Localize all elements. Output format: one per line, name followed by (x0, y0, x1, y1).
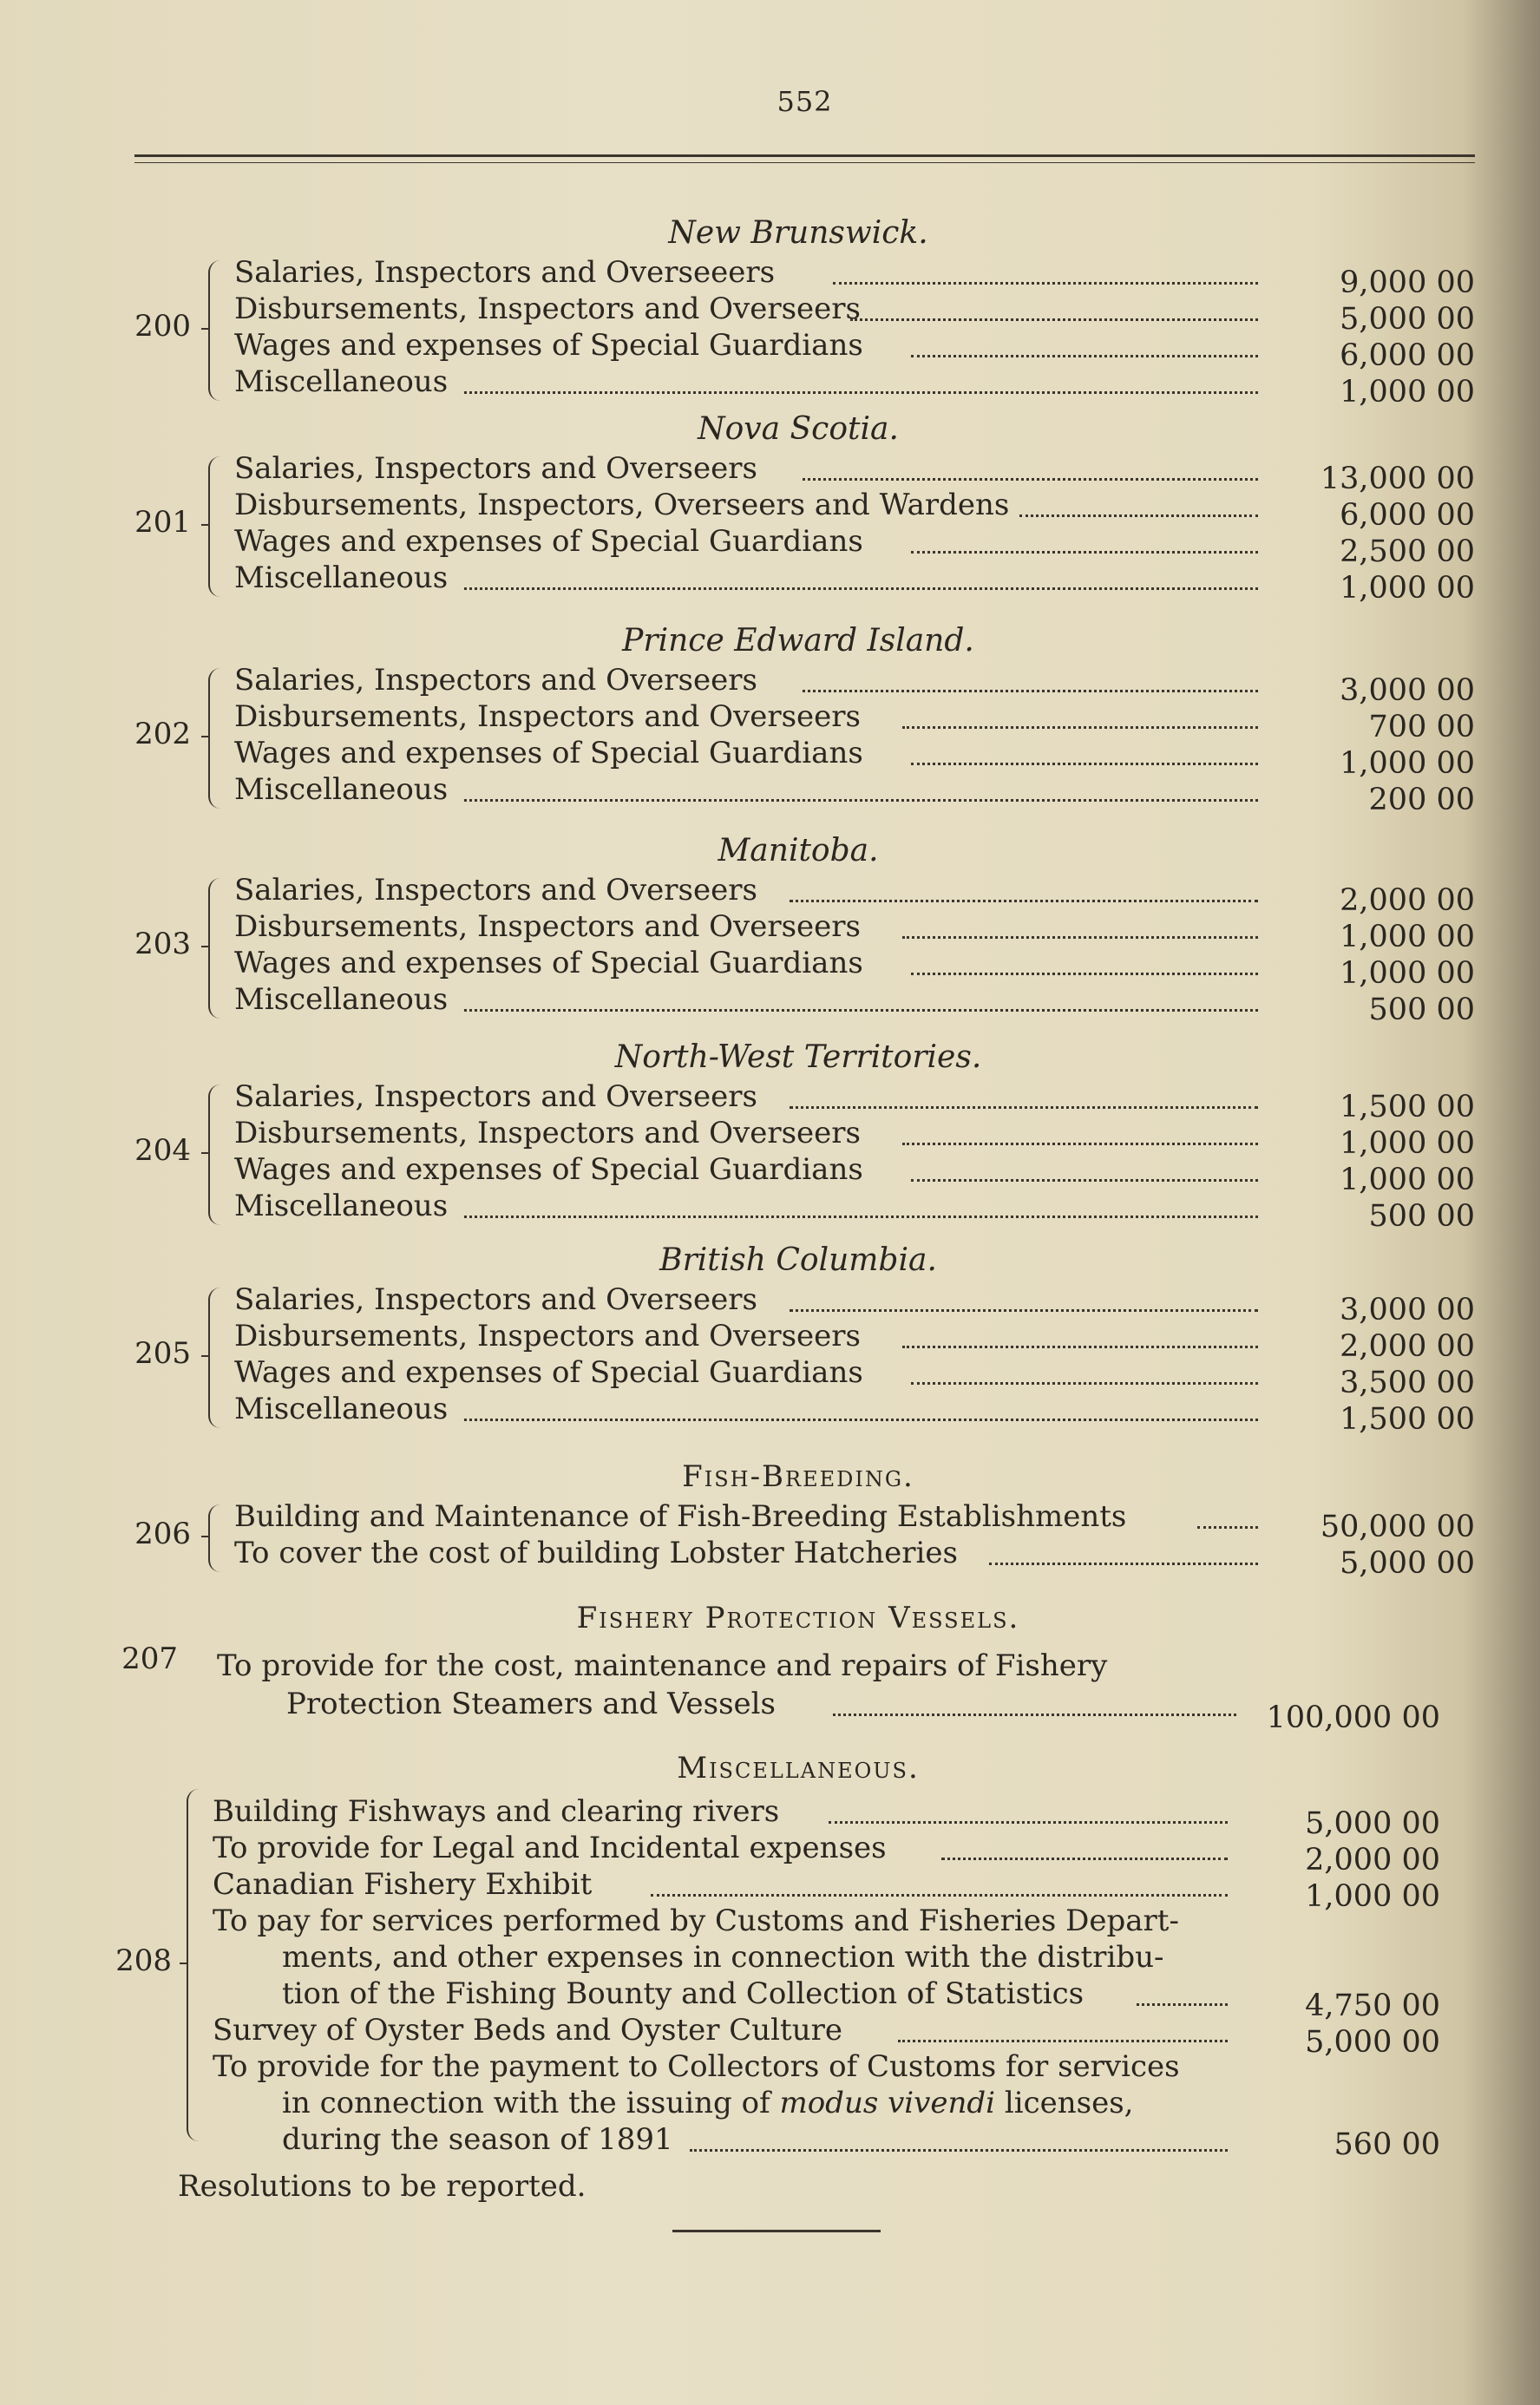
leader-dots (911, 353, 1258, 357)
item-amount: 5,000 00 (1305, 1806, 1440, 1841)
item-label: Miscellaneous (234, 1189, 449, 1223)
item-label: Wages and expenses of Special Guardians (234, 736, 863, 770)
line-item (234, 946, 1258, 984)
leader-dots (790, 1104, 1258, 1109)
text-run-italic: modus vivendi (779, 2086, 996, 2120)
line-item (234, 1282, 1258, 1320)
brace (187, 1789, 202, 2141)
item-description (282, 2086, 1134, 2120)
item-label: Miscellaneous (234, 364, 449, 399)
line-item (234, 328, 1258, 366)
item-amount: 560 00 (1334, 2127, 1440, 2162)
line-item (234, 772, 1258, 810)
item-label: Wages and expenses of Special Guardians (234, 524, 863, 559)
item-label: Disbursements, Inspectors, Overseers and Wardens (234, 488, 1010, 522)
leader-dots (941, 1856, 1228, 1860)
vote-number: 208 (115, 1943, 172, 1978)
line-item (234, 488, 1258, 526)
brace (208, 1288, 224, 1428)
item-amount: 3,000 00 (1340, 1293, 1475, 1327)
item-label: Salaries, Inspectors and Overseers (234, 1079, 757, 1114)
item-amount: 50,000 00 (1320, 1510, 1475, 1544)
item-description: To pay for services performed by Customs and Fisheries Depart- (213, 1904, 1179, 1938)
page-number: 552 (777, 85, 833, 118)
item-label: To cover the cost of building Lobster Hatcheries (234, 1536, 958, 1570)
leader-dots (464, 1417, 1258, 1421)
item-label: Salaries, Inspectors and Overseers (234, 451, 757, 486)
item-amount: 1,000 00 (1340, 956, 1475, 991)
item-amount: 100,000 00 (1266, 1701, 1440, 1735)
line-item (234, 1536, 1258, 1574)
line-item (234, 982, 1258, 1020)
item-label: Salaries, Inspectors and Overseers (234, 663, 757, 698)
item-label: Canadian Fishery Exhibit (213, 1867, 593, 1902)
item-amount: 3,000 00 (1340, 673, 1475, 708)
leader-dots (902, 724, 1258, 729)
leader-dots (1197, 1524, 1258, 1529)
leader-dots (989, 1561, 1258, 1565)
leader-dots (902, 1344, 1258, 1348)
vote-number: 205 (134, 1336, 191, 1371)
vote-number: 201 (134, 505, 191, 540)
line-item (234, 1319, 1258, 1357)
line-item (234, 1152, 1258, 1190)
brace (208, 260, 224, 401)
leader-dots (651, 1892, 1228, 1897)
item-label: tion of the Fishing Bounty and Collection of Statistics (282, 1976, 1085, 2011)
item-amount: 3,500 00 (1340, 1366, 1475, 1400)
line-item (213, 2013, 1228, 2051)
leader-dots (833, 280, 1258, 285)
item-label: Disbursements, Inspectors and Overseers (234, 1116, 861, 1150)
brace-notch (201, 736, 210, 737)
line-item (213, 1794, 1228, 1832)
item-label: Wages and expenses of Special Guardians (234, 946, 863, 980)
leader-dots (850, 317, 1258, 321)
line-item (234, 909, 1258, 947)
item-amount: 1,500 00 (1340, 1090, 1475, 1124)
section-title: North-West Territories. (614, 1039, 982, 1075)
vote-number: 207 (121, 1642, 178, 1676)
vote-number: 206 (134, 1517, 191, 1551)
leader-dots (1019, 513, 1258, 517)
item-amount: 2,500 00 (1340, 534, 1475, 569)
item-label: To provide for Legal and Incidental expenses (213, 1831, 887, 1865)
item-label: Survey of Oyster Beds and Oyster Culture (213, 2013, 842, 2048)
section-title: British Columbia. (659, 1242, 937, 1278)
leader-dots (911, 1380, 1258, 1385)
brace-notch (180, 1963, 188, 1964)
leader-dots (911, 549, 1258, 554)
brace (208, 668, 224, 809)
item-label: Disbursements, Inspectors and Overseers (234, 1319, 861, 1353)
item-amount: 2,000 00 (1340, 1329, 1475, 1364)
item-amount: 500 00 (1368, 1199, 1475, 1234)
brace-notch (201, 524, 210, 526)
section-title-fishery-protection: Fishery Protection Vessels. (576, 1601, 1020, 1635)
leader-dots (1137, 2002, 1228, 2006)
leader-dots (690, 2147, 1228, 2152)
item-amount: 200 00 (1368, 783, 1475, 817)
text-run: in connection with the issuing of (282, 2086, 780, 2120)
line-item (234, 736, 1258, 774)
line-item (234, 1189, 1258, 1227)
item-label: Salaries, Inspectors and Overseeers (234, 255, 776, 290)
item-amount: 1,500 00 (1340, 1402, 1475, 1437)
brace (208, 1085, 224, 1225)
leader-dots (902, 934, 1258, 939)
item-description: To provide for the payment to Collectors of Customs for services (213, 2049, 1180, 2084)
section-title: Nova Scotia. (698, 411, 899, 447)
line-item (234, 1079, 1258, 1117)
brace-notch (201, 1536, 210, 1537)
line-item (282, 2122, 1228, 2160)
item-label: Miscellaneous (234, 982, 449, 1017)
text-run: licenses, (995, 2086, 1134, 2120)
leader-dots (464, 1214, 1258, 1218)
item-amount: 5,000 00 (1340, 302, 1475, 337)
end-rule (672, 2230, 881, 2232)
line-item (234, 1499, 1258, 1537)
leader-dots (464, 797, 1258, 802)
line-item (286, 1687, 1236, 1725)
item-amount: 700 00 (1368, 710, 1475, 744)
leader-dots (464, 586, 1258, 590)
item-amount: 1,000 00 (1305, 1879, 1440, 1914)
item-description: ments, and other expenses in connection with the distribu- (282, 1940, 1164, 1975)
leader-dots (911, 761, 1258, 765)
brace-notch (201, 946, 210, 947)
item-amount: 1,000 00 (1340, 375, 1475, 410)
vote-number: 203 (134, 927, 191, 961)
item-amount: 500 00 (1368, 993, 1475, 1027)
item-amount: 1,000 00 (1340, 1163, 1475, 1197)
item-amount: 6,000 00 (1340, 338, 1475, 373)
item-label: Miscellaneous (234, 1392, 449, 1426)
item-label: Wages and expenses of Special Guardians (234, 1355, 863, 1390)
item-amount: 5,000 00 (1305, 2025, 1440, 2060)
line-item (234, 255, 1258, 293)
section-title-miscellaneous: Miscellaneous. (677, 1751, 920, 1786)
leader-dots (803, 476, 1258, 481)
item-amount: 1,000 00 (1340, 920, 1475, 954)
item-label: Disbursements, Inspectors and Overseers (234, 909, 861, 944)
item-label: Wages and expenses of Special Guardians (234, 1152, 863, 1187)
brace (208, 456, 224, 597)
item-label: during the season of 1891 (282, 2122, 673, 2157)
leader-dots (829, 1819, 1228, 1824)
section-title: Prince Edward Island. (622, 623, 974, 659)
line-item (234, 364, 1258, 403)
leader-dots (911, 971, 1258, 975)
item-amount: 13,000 00 (1320, 462, 1475, 496)
item-label: Wages and expenses of Special Guardians (234, 328, 863, 363)
vote-number: 202 (134, 717, 191, 751)
item-label: Building Fishways and clearing rivers (213, 1794, 780, 1829)
line-item (234, 560, 1258, 599)
brace (208, 878, 224, 1019)
line-item (234, 292, 1258, 330)
item-label: Miscellaneous (234, 560, 449, 595)
item-amount: 2,000 00 (1305, 1843, 1440, 1877)
header-rule (134, 154, 1475, 163)
leader-dots (833, 1712, 1236, 1716)
item-label: Disbursements, Inspectors and Overseers (234, 292, 861, 326)
brace-notch (201, 1355, 210, 1357)
leader-dots (464, 390, 1258, 394)
line-item (282, 1976, 1228, 2015)
item-amount: 1,000 00 (1340, 1126, 1475, 1161)
item-amount: 6,000 00 (1340, 498, 1475, 533)
item-amount: 1,000 00 (1340, 746, 1475, 781)
line-item (234, 1116, 1258, 1154)
item-amount: 5,000 00 (1340, 1546, 1475, 1581)
line-item (234, 663, 1258, 701)
leader-dots (790, 898, 1258, 902)
leader-dots (911, 1177, 1258, 1182)
vote-number: 200 (134, 309, 191, 344)
line-item (234, 699, 1258, 737)
leader-dots (803, 688, 1258, 692)
brace-notch (201, 328, 210, 330)
line-item (234, 524, 1258, 562)
brace-notch (201, 1152, 210, 1154)
leader-dots (898, 2038, 1228, 2042)
brace (208, 1504, 224, 1572)
section-title: Manitoba. (718, 833, 879, 868)
item-description: To provide for the cost, maintenance and repairs of Fishery (217, 1648, 1108, 1683)
item-label: Salaries, Inspectors and Overseers (234, 1282, 757, 1317)
vote-number: 204 (134, 1133, 191, 1168)
line-item (234, 873, 1258, 911)
item-label: Building and Maintenance of Fish-Breeding Establishments (234, 1499, 1127, 1534)
line-item (234, 451, 1258, 489)
leader-dots (790, 1307, 1258, 1312)
item-amount: 2,000 00 (1340, 883, 1475, 918)
resolutions-note: Resolutions to be reported. (178, 2169, 587, 2204)
item-label: Disbursements, Inspectors and Overseers (234, 699, 861, 734)
line-item (213, 1867, 1228, 1905)
section-title: New Brunswick. (668, 215, 928, 251)
item-amount: 9,000 00 (1340, 265, 1475, 300)
item-amount: 4,750 00 (1305, 1989, 1440, 2023)
line-item (234, 1392, 1258, 1430)
item-label: Protection Steamers and Vessels (286, 1687, 776, 1721)
item-label: Miscellaneous (234, 772, 449, 807)
leader-dots (464, 1007, 1258, 1012)
item-amount: 1,000 00 (1340, 571, 1475, 606)
leader-dots (902, 1141, 1258, 1145)
section-title: Fish-Breeding. (682, 1459, 914, 1494)
item-label: Salaries, Inspectors and Overseers (234, 873, 757, 908)
line-item (234, 1355, 1258, 1393)
line-item (213, 1831, 1228, 1869)
